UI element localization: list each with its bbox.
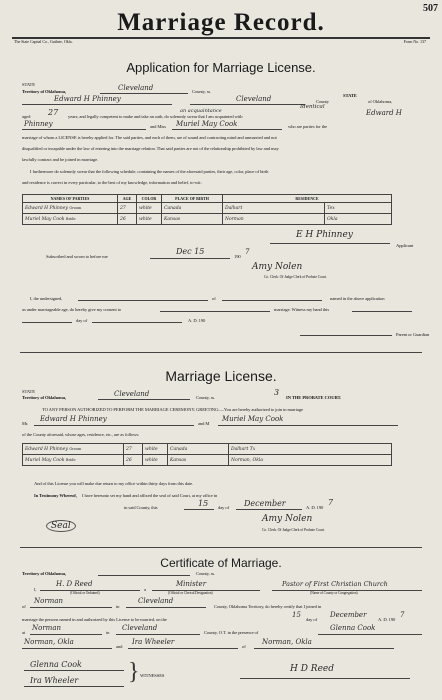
state-label: STATE	[22, 82, 35, 87]
section-divider	[20, 547, 422, 548]
officer-name-hw: H. D Reed	[56, 580, 93, 588]
witnesses-brace: }	[128, 659, 140, 685]
application-heading: Application for Marriage License.	[126, 60, 316, 75]
license-schedule-table	[22, 443, 392, 466]
applicant-name-hw: Edward H Phinney	[54, 95, 121, 103]
applicant-signature: E H Phinney	[296, 230, 353, 240]
app-of-county-hw: Cleveland	[236, 95, 272, 103]
table-row: Muriel May Cook Bride 26 white Kansas Norman Okla	[23, 214, 392, 225]
certificate-heading: Certificate of Marriage.	[160, 556, 282, 570]
clerk-signature-1: Amy Nolen	[252, 262, 303, 272]
form-number: Form No. 137	[403, 39, 426, 44]
officer-signature: H D Reed	[290, 664, 334, 674]
territory-label: Territory of Oklahoma,	[22, 89, 66, 94]
app-county-hw: Cleveland	[118, 84, 154, 92]
witness-signature-1: Glenna Cook	[30, 660, 82, 669]
application-schedule-table: NAMES OF PARTIES AGE COLOR PLACE OF BIRTH RESIDENCE Edward H Phinney Groom 27 white Canada Dalhart Tex Muriel May Cook Bride 26 white Kansas Norman Okla	[22, 194, 392, 225]
bride-name-hw: Muriel May Cook	[176, 120, 238, 128]
page-title: Marriage Record.	[117, 9, 325, 36]
section-divider	[20, 352, 422, 353]
subscribed-date-hw: Dec 15	[176, 247, 205, 256]
title-rule	[12, 37, 430, 39]
publisher: The State Capital Co., Guthrie, Okla.	[14, 39, 73, 44]
marriage-record-page: 507 Marriage Record. The State Capital Co., Guthrie, Okla. Form No. 137 Application for Marriage License. STATE Territory of Oklahoma, Cleveland County, ss. Edward H Phinney Cleveland County STATE of Oklahoma, aged 27 years; and legally competent to make and take an oath, do solemnly swear that I am acquainted with an acquaintance Identical Edward H Phinney and Miss Muriel May Cook who are parties for the marriage of whom a LICENSE is hereby applied for. The said parties, and each of them, are of sound and contracting mind and unmarried and not disqualified or incapable under the law of entering into the marriage relation. That said parties are not of the relationship prohibited by law and may lawfully contract and be joined in marriage. I furthermore do solemnly swear that the following schedule, containing the names of the aforesaid parties, their age, color, place of birth and residence is correct in every particular, to the best of my knowledge, information and belief, to-wit: NAMES OF PARTIES AGE COLOR PLACE OF BIRTH RESIDENCE Edward H Phinney Groom 27 white Canada Dalhart Tex Muriel May Cook Bride 26 white Kansas Norman Okla E H Phinney Applicant Subscribed and sworn to before me Dec 15 190 7 Amy Nolen Co. Clerk. Of Judge Clerk of Probate Court. I, the undersigned, of named in the above application as under marriageable age, do hereby give my consent to marriage. Witness my hand this day of A. D. 190 Parent or Guardian Marriage License. STATE Territory of Oklahoma, Cleveland County, ss. 3 IN THE PROBATE COURT. TO ANY PERSON AUTHORIZED TO PERFORM THE MARRIAGE CEREMONY, GREETING:—You are hereby authorized to join in marriage Mr. Edward H Phinney and M Muriel May Cook of the County aforesaid, whose ages, residence, etc., are as follows: Edward H Phinney Groom 27 white Canada Dalhart Tx Muriel May Cook Bride 26 white Kansas Norman, Okla And of this License you will make due return to my office within thirty days from this date. In Testimony Whereof, I have hereunto set my hand and affixed the seal of said Court, at my office in in said County, this 15 day of December A. D. 190 7 Seal Amy Nolen Co. Clerk. Of Judge Clerk of Probate Court. Certificate of Marriage. Territory of Oklahoma, County, ss. I, H. D Reed a Minister Pastor of First Christian Church (Official or Ordained) (Official or Clerical Designation) (Name of County or Congregation) of Norman in Cleveland County, Oklahoma Territory, do hereby certify that I joined in marriage the persons named in and authorized by this License to be married, on the 15 day of December A. D. 190 7 at Norman in Cleveland County, O.T. in the presence of Glenna Cook Norman, Okla and Ira Wheeler of Norman, Okla Glenna Cook Ira Wheeler } WITNESSES H D Reed	[0, 0, 442, 700]
seal-mark: Seal	[46, 520, 76, 532]
license-heading: Marriage License.	[165, 368, 277, 384]
page-number: 507	[423, 3, 438, 14]
table-row: Muriel May Cook Bride 26 white Kansas Norman, Okla	[23, 455, 392, 466]
table-row: Edward H Phinney Groom 27 white Canada Dalhart Tx	[23, 444, 392, 455]
applicant-age-hw: 27	[48, 108, 59, 117]
witness-signature-2: Ira Wheeler	[30, 676, 79, 685]
table-row: Edward H Phinney Groom 27 white Canada Dalhart Tex	[23, 203, 392, 214]
app-county-label: County, ss.	[192, 89, 212, 94]
clerk-signature-2: Amy Nolen	[262, 514, 313, 524]
